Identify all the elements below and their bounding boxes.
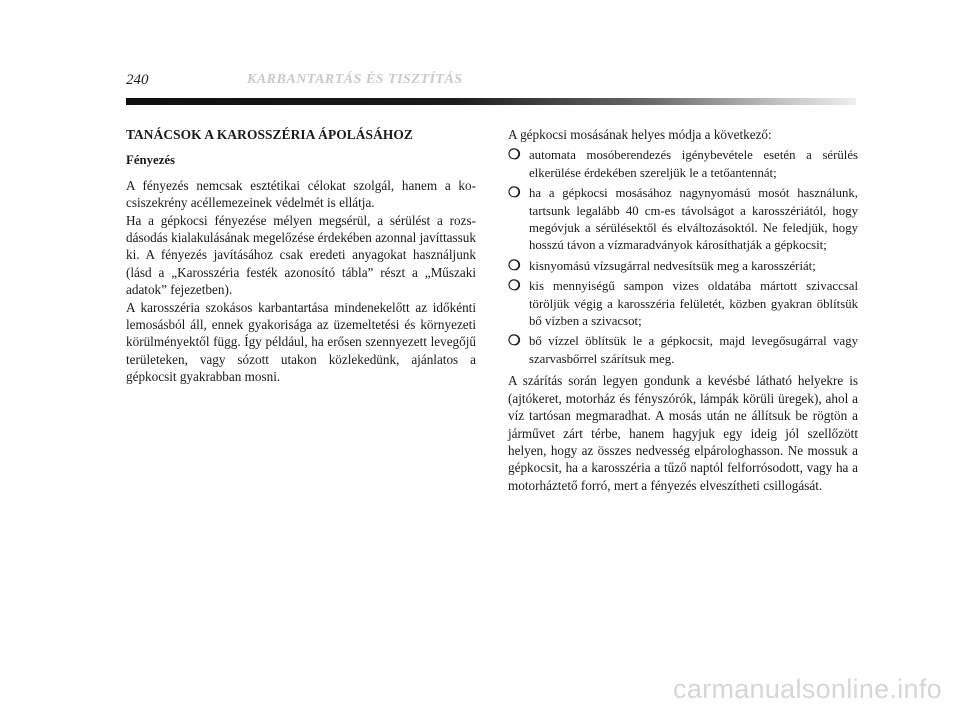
list-item — [508, 258, 858, 275]
bullet-circle-icon: ❍ — [508, 279, 521, 295]
watermark: carmanualsonline.info — [673, 674, 942, 704]
list-item-text: automata mosóberendezés igénybevétele esetén a sérülés elkerülése érdekében szereljük le a tetőantennát; — [529, 148, 858, 180]
list-item-text: kisnyomású vízsugárral nedvesítsük meg a karosszériát; — [529, 258, 816, 273]
section-heading: TANÁCSOK A KAROSSZÉRIA ÁPOLÁSÁHOZ — [126, 127, 413, 142]
list-item — [508, 185, 858, 255]
running-header-title: KARBANTARTÁS ÉS TISZTÍTÁS — [247, 72, 463, 87]
list-item — [508, 278, 858, 330]
list-item — [508, 147, 858, 182]
bullet-circle-icon: ❍ — [508, 334, 521, 350]
washing-intro: A gépkocsi mosásának helyes módja a következő: — [508, 127, 772, 142]
bullet-circle-icon: ❍ — [508, 258, 521, 274]
subheading-fenyezes: Fényezés — [126, 153, 176, 168]
header-divider — [126, 98, 856, 105]
list-item-text: kis mennyiségű sampon vizes oldatába mártott szivaccsal töröljük végig a karosszéria felületét, közben gyakran öblítsük bő vízben a szivacsot; — [529, 279, 858, 329]
bullet-circle-icon: ❍ — [508, 186, 521, 202]
paragraph: A fényezés nemcsak esztétikai célokat szolgál, hanem a kocsiszekrény acéllemezeinek védelmét is ellátja. — [126, 177, 476, 211]
left-column — [126, 124, 476, 386]
paragraph: Ha a gépkocsi fényezése mélyen megsérül, a sérülést a rozsdásodás kialakulásának megelőzése érdekében azonnal javíttassuk ki. A fényezés javításához csak eredeti anyagokat használjunk (lásd a „Karosszéria festék azonosító tábla” részt a „Műszaki adatok” fejezetben). — [126, 212, 476, 298]
list-item-text: ha a gépkocsi mosásához nagynyomású mosót használunk, tartsunk legalább 40 cm-es távolságot a karosszériától, hogy megóvjuk a sérülésektől és elváltozásoktól. Ne feledjük, hogy hosszú távon a vízmaradványok károsíthatják a gépkocsit; — [529, 186, 858, 253]
list-item-text: bő vízzel öblítsük le a gépkocsit, majd levegősugárral vagy szarvasbőrrel szárítsuk meg. — [529, 334, 858, 366]
bullet-circle-icon: ❍ — [508, 148, 521, 164]
washing-steps-list — [508, 147, 858, 368]
drying-paragraph: A szárítás során legyen gondunk a kevésbé látható helyekre is (ajtókeret, motorház és fényszórók, lámpák körüli üregek), ahol a víz tartósan megmaradhat. A mosás után ne állítsuk be rögtön a járművet zárt térbe, hanem hagyjuk egy ideig jól szellőzött helyen, hogy az összes nedvesség elpárologhasson. Ne mossuk a gépkocsit, ha a karosszéria a tűző naptól felforrósodott, vagy ha a motorháztető forró, mert a fényezés elveszítheti csillogását. — [508, 373, 858, 493]
right-column — [508, 124, 858, 494]
paragraph: A karosszéria szokásos karbantartása mindenekelőtt az időkénti lemosásból áll, ennek gyakorisága az üzemeltetési és környezeti körülményektől függ. Így például, ha erősen szennyezett levegőjű területeken, vagy sózott utakon közlekedünk, ajánlatos a gépkocsit gyakrabban mosni. — [126, 299, 476, 385]
list-item — [508, 333, 858, 368]
page-number: 240 — [126, 72, 149, 88]
